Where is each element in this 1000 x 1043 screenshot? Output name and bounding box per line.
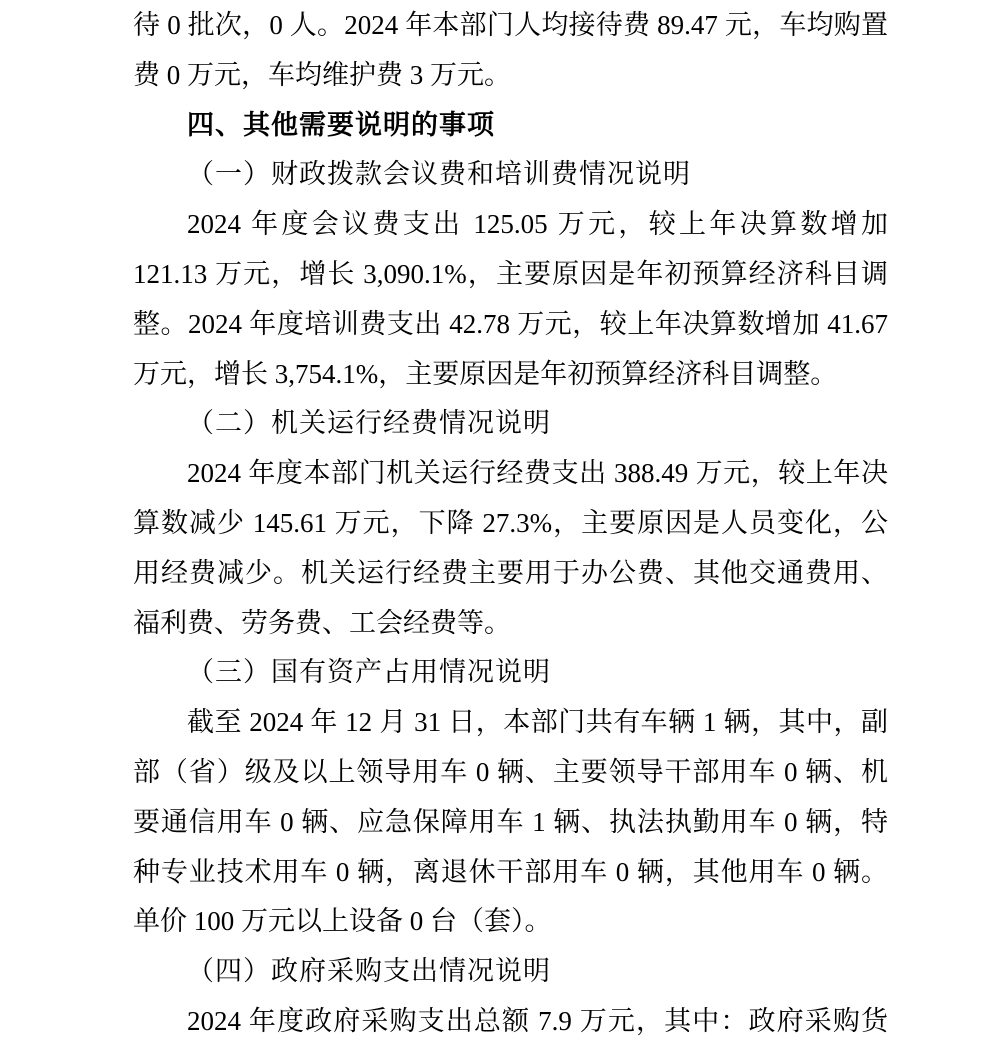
text-line: 算数减少 145.61 万元，下降 27.3%，主要原因是人员变化，公 [133, 507, 888, 538]
text-line: 费 0 万元，车均维护费 3 万元。 [133, 59, 511, 90]
text-line: 种专业技术用车 0 辆，离退休干部用车 0 辆，其他用车 0 辆。 [133, 856, 888, 887]
text-line: 截至 2024 年 12 月 31 日，本部门共有车辆 1 辆，其中，副 [187, 707, 888, 738]
subsection-heading: （四）政府采购支出情况说明 [187, 956, 551, 987]
text-line: 121.13 万元，增长 3,090.1%，主要原因是年初预算经济科目调 [133, 258, 888, 289]
text-line: 整。2024 年度培训费支出 42.78 万元，较上年决算数增加 41.67 [133, 308, 888, 339]
text-line: 2024 年度政府采购支出总额 7.9 万元，其中：政府采购货 [187, 1005, 888, 1036]
text-line: 待 0 批次，0 人。2024 年本部门人均接待费 89.47 元，车均购置 [133, 10, 888, 40]
subsection-heading: （二）机关运行经费情况说明 [187, 408, 551, 439]
text-line: 要通信用车 0 辆、应急保障用车 1 辆、执法执勤用车 0 辆，特 [133, 806, 888, 837]
text-line: 部（省）级及以上领导用车 0 辆、主要领导干部用车 0 辆、机 [133, 756, 888, 787]
section-heading: 四、其他需要说明的事项 [187, 109, 495, 140]
text-line: 2024 年度本部门机关运行经费支出 388.49 万元，较上年决 [187, 458, 888, 489]
text-line: 用经费减少。机关运行经费主要用于办公费、其他交通费用、 [133, 557, 888, 588]
subsection-heading: （一）财政拨款会议费和培训费情况说明 [187, 159, 691, 190]
text-line: 福利费、劳务费、工会经费等。 [133, 607, 511, 638]
text-line: 单价 100 万元以上设备 0 台（套）。 [133, 906, 552, 937]
text-line: 2024 年度会议费支出 125.05 万元，较上年决算数增加 [187, 209, 888, 240]
subsection-heading: （三）国有资产占用情况说明 [187, 657, 551, 688]
text-line: 万元，增长 3,754.1%，主要原因是年初预算经济科目调整。 [133, 358, 838, 389]
